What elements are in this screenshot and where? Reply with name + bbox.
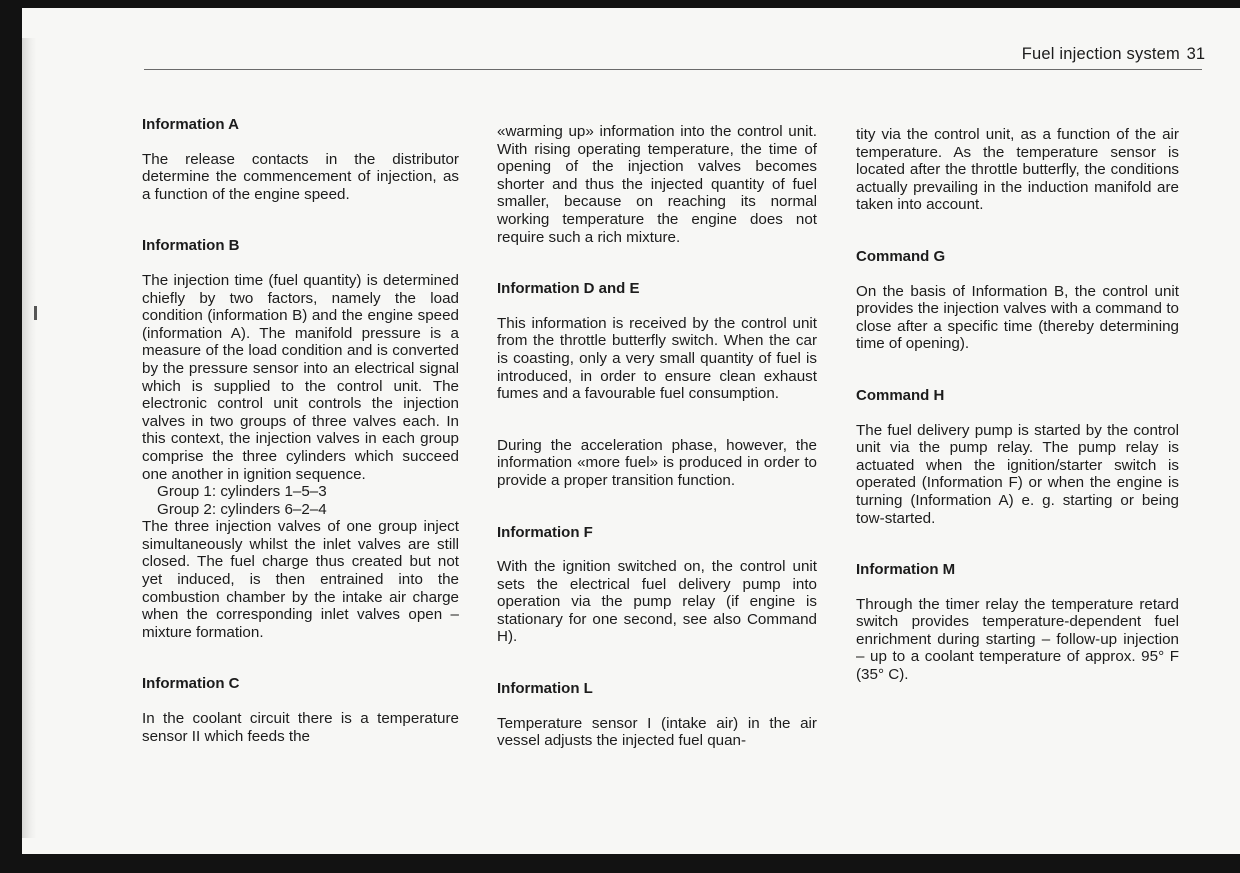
column-1 [142, 116, 459, 779]
binding-mark [34, 306, 37, 320]
paragraph-information-d-e-2: During the acceleration phase, however, the information «more fuel» is produced in order to provide a proper transition function. [497, 436, 817, 489]
heading-information-l: Information L [497, 680, 593, 698]
heading-information-a: Information A [142, 116, 239, 133]
running-header-title: Fuel injection system [1021, 45, 1180, 63]
heading-information-m: Information M [856, 561, 956, 579]
header-rule [144, 69, 1202, 70]
paragraph-command-h: The fuel delivery pump is started by the control unit via the pump relay. The pump relay is actuated when the ignition/starter switch is operated (Information F) or when the engine is turning (Information A) e. g. starting or being tow-started. [856, 421, 1179, 527]
heading-information-f: Information F [497, 523, 593, 541]
paragraph-information-l: Temperature sensor I (intake air) in the air vessel adjusts the injected fuel quan- [497, 714, 817, 750]
paragraph-information-b-continued: The three injection valves of one group inject simultaneously whilst the inlet valves are still closed. The fuel charge thus created but not yet induced, is then entrained into the combustion chamber by the intake air charge when the corresponding inlet valves open – mixture formation. [142, 518, 459, 641]
paragraph-information-c-continued: «warming up» information into the control unit. With rising operating temperature, the time of opening of the injection valves becomes shorter and thus the injected quantity of fuel smaller, because on reaching its normal working temperature the engine does not require such a rich mixture. [497, 123, 817, 246]
column-3 [856, 126, 1179, 718]
heading-information-d-e: Information D and E [497, 280, 640, 298]
paragraph-information-c: In the coolant circuit there is a temperature sensor II which feeds the [142, 710, 459, 745]
heading-command-h: Command H [856, 386, 945, 404]
column-2 [497, 123, 817, 784]
paragraph-information-d-e: This information is received by the control unit from the throttle butterfly switch. When the car is coasting, only a very small quantity of fuel is introduced, in order to ensure clean exhaust fumes and a favourable fuel consumption. [497, 314, 817, 403]
group-2-line: Group 2: cylinders 6–2–4 [157, 500, 327, 518]
paragraph-information-l-continued: tity via the control unit, as a function of the air temperature. As the temperature sensor is located after the throttle butterfly, the conditions actually prevailing in the induction manifold are taken into account. [856, 126, 1179, 214]
scan-edge-shadow [22, 38, 36, 838]
heading-information-c: Information C [142, 675, 240, 693]
document-page [22, 8, 1240, 854]
paragraph-information-f: With the ignition switched on, the control unit sets the electrical fuel delivery pump into operation via the pump relay (if engine is stationary for one second, see also Command H). [497, 558, 817, 646]
paragraph-information-b: The injection time (fuel quantity) is determined chiefly by two factors, namely the load condition (information B) and the engine speed (information A). The manifold pressure is a measure of the load condition and is converted by the pressure sensor into an electrical signal which is supplied to the control unit. The electronic control unit controls the injection valves in two groups of three valves each. In this context, the injection valves in each group comprise the three cylinders which succeed one another in ignition sequence. [142, 271, 459, 483]
group-1-line: Group 1: cylinders 1–5–3 [157, 483, 327, 501]
paragraph-information-a: The release contacts in the distributor determine the commencement of injection, as a function of the engine speed. [142, 150, 459, 203]
paragraph-information-m: Through the timer relay the temperature retard switch provides temperature-dependent fuel enrichment during starting – follow-up injection – up to a coolant temperature of approx. 95° F (35° C). [856, 595, 1179, 684]
heading-information-b: Information B [142, 237, 240, 255]
heading-command-g: Command G [856, 247, 946, 265]
page-number: 31 [1186, 45, 1205, 63]
paragraph-command-g: On the basis of Information B, the control unit provides the injection valves with a command to close after a specific time (thereby determining time of opening). [856, 282, 1179, 353]
